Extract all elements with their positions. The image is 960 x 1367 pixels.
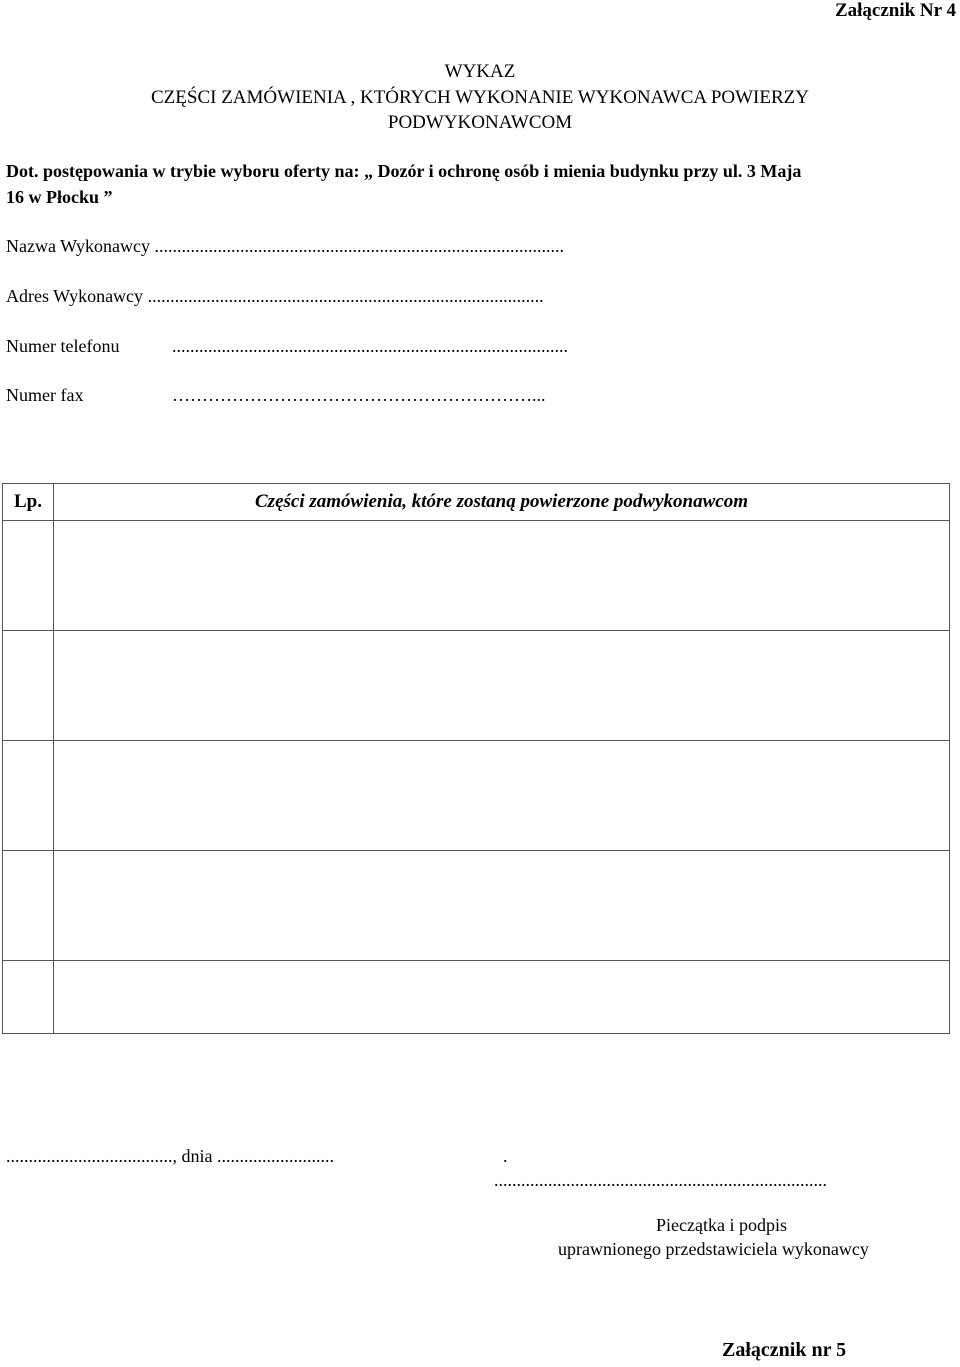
- contractor-name-label: Nazwa Wykonawcy: [6, 236, 151, 256]
- attachment-number: Załącznik Nr 4: [834, 0, 956, 21]
- lp-cell[interactable]: [3, 851, 54, 961]
- table-header-row: [3, 484, 950, 521]
- column-header-parts: Części zamówienia, które zostaną powierzone podwykonawcom: [54, 484, 950, 521]
- lp-cell[interactable]: [3, 631, 54, 741]
- parts-cell[interactable]: [54, 851, 950, 961]
- signature-line: ..........................................................................: [494, 1170, 827, 1190]
- date-dot: .: [503, 1146, 508, 1166]
- table-row: [3, 631, 950, 741]
- signature-caption-continued: uprawnionego przedstawiciela wykonawcy: [558, 1239, 869, 1259]
- contractor-address-label: Adres Wykonawcy: [6, 286, 144, 306]
- subcontracted-parts-table: [2, 483, 950, 1034]
- contractor-name-blank: ...........................................................................................: [154, 236, 565, 256]
- procedure-subject: Dot. postępowania w trybie wyboru oferty na: „ Dozór i ochronę osób i mienia budynku przy ul. 3 Maja: [6, 161, 802, 181]
- parts-cell[interactable]: [54, 741, 950, 851]
- column-header-lp: Lp.: [3, 484, 54, 521]
- table-row: [3, 961, 950, 1034]
- parts-cell[interactable]: [54, 961, 950, 1034]
- document-subtitle: CZĘŚCI ZAMÓWIENIA , KTÓRYCH WYKONANIE WYKONAWCA POWIERZY: [151, 87, 809, 108]
- table-row: [3, 851, 950, 961]
- table-row: [3, 521, 950, 631]
- procedure-subject-continued: 16 w Płocku ”: [6, 187, 113, 207]
- phone-label: Numer telefonu: [6, 336, 120, 356]
- contractor-address-field: [6, 286, 544, 307]
- lp-cell[interactable]: [3, 521, 54, 631]
- contractor-name-field: [6, 236, 564, 257]
- lp-cell[interactable]: [3, 961, 54, 1034]
- fax-blank: ……………………………………………………...: [172, 385, 546, 405]
- phone-blank: ........................................................................................: [172, 336, 568, 356]
- contractor-address-blank: ........................................................................................: [147, 286, 544, 306]
- signature-caption: Pieczątka i podpis: [656, 1215, 787, 1235]
- document-title: WYKAZ: [444, 61, 516, 82]
- place-date-line: ....................................., dnia ..........................: [6, 1146, 334, 1166]
- table-row: [3, 741, 950, 851]
- fax-label: Numer fax: [6, 385, 84, 405]
- lp-cell[interactable]: [3, 741, 54, 851]
- next-attachment-number: Załącznik nr 5: [722, 1339, 847, 1361]
- document-subtitle-continued: PODWYKONAWCOM: [387, 112, 573, 133]
- parts-cell[interactable]: [54, 631, 950, 741]
- parts-cell[interactable]: [54, 521, 950, 631]
